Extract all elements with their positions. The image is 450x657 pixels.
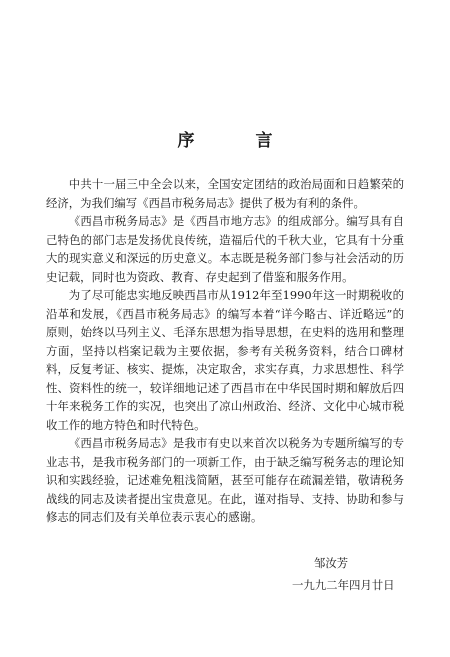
paragraph-3: 为了尽可能忠实地反映西昌市从1912年至1990年这一时期税收的沿革和发展，《西昌市税务局志》的编写本着“详今略古、详近略远”的原则，始终以马列主义、毛泽东思想为指导思想，在史料的选用和整理方面，坚持以档案记载为主要依据，参考有关税务资料，结合口碑材料，反复考证、核实、提炼，决定取舍，求实存真，力求思想性、科学性、资料性的统一，较详细地记述了西昌市在中华民国时期和解放后四十年来税务工作的实况，也突出了凉山州政治、经济、文化中心城市税收工作的地方特色和时代特色。 xyxy=(46,288,404,432)
paragraph-1: 中共十一届三中全会以来，全国安定团结的政治局面和日趋繁荣的经济，为我们编写《西昌市税务局志》提供了极为有利的条件。 xyxy=(46,177,404,210)
preface-body xyxy=(46,175,404,527)
paragraph-4: 《西昌市税务局志》是我市有史以来首次以税务为专题所编写的专业志书，是我市税务部门的一项新工作，由于缺乏编写税务志的理论知识和实践经验，记述难免粗浅简陋，甚至可能存在疏漏差错，敬请税务战线的同志及读者提出宝贵意见。在此，谨对指导、支持、协助和参与修志的同志们及有关单位表示衷心的感谢。 xyxy=(46,436,404,524)
signature-date: 一九九二年四月廿日 xyxy=(292,578,395,592)
preface-title: 序 言 xyxy=(177,131,295,151)
paragraph-2: 《西昌市税务局志》是《西昌市地方志》的组成部分。编写具有自己特色的部门志是发扬优良传统，造福后代的千秋大业，它具有十分重大的现实意义和深远的历史意义。本志既是税务部门参与社会活动的历史记载，同时也为资政、教育、存史起到了借鉴和服务作用。 xyxy=(46,214,404,284)
signature-block xyxy=(292,552,432,596)
author-name: 邹汝芳 xyxy=(314,556,349,570)
